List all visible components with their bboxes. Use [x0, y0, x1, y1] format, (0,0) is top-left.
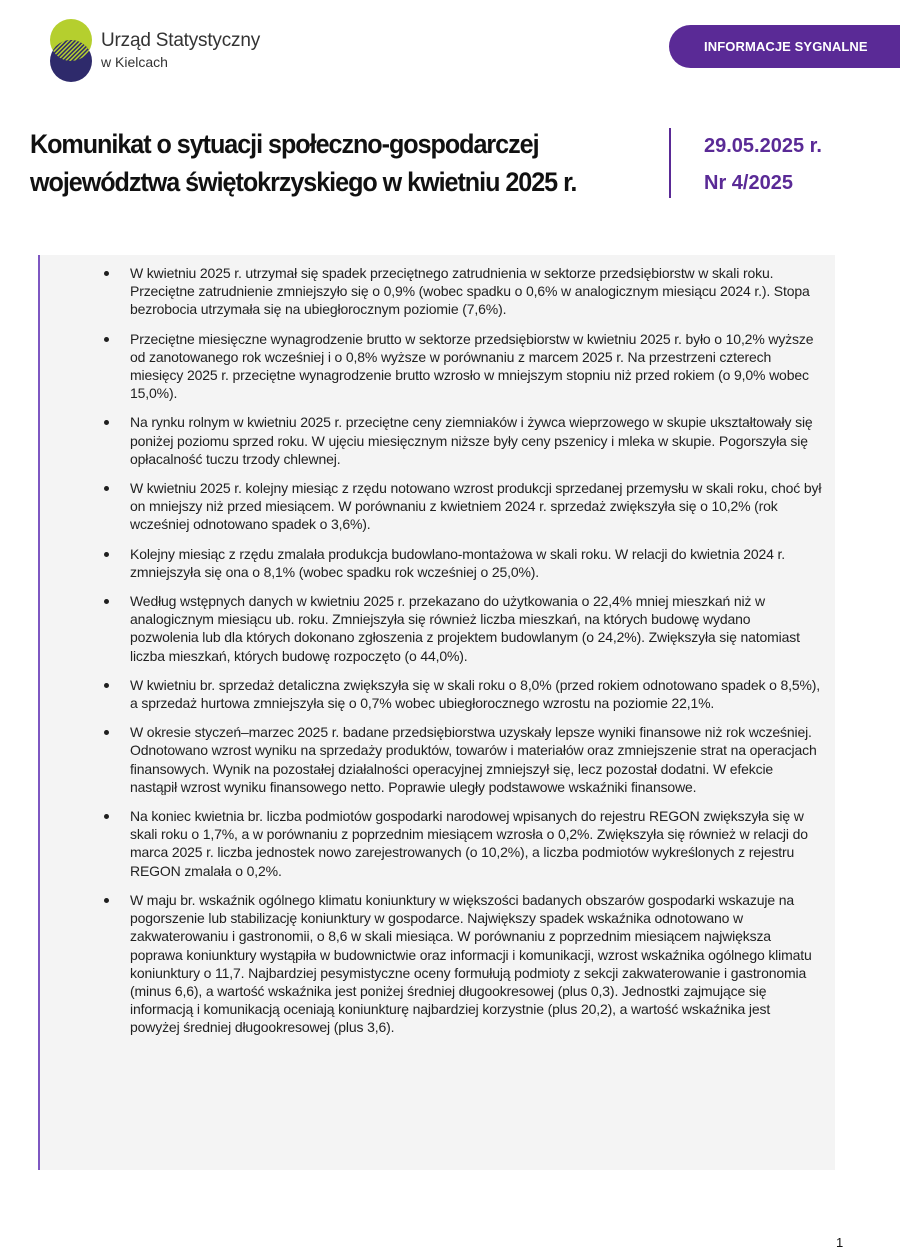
summary-bullet-construction	[92, 545, 822, 581]
bullet-icon	[104, 683, 109, 688]
bullet-icon	[104, 420, 109, 425]
page-number: 1	[836, 1235, 844, 1250]
bullet-text: Na rynku rolnym w kwietniu 2025 r. przeciętne ceny ziemniaków i żywca wieprzowego w skupie ukształtowały się poniżej poziomu sprzed roku. W ujęciu miesięcznym niższe były ceny pszenicy i mleka w skupie. Pogorszyła się opłacalność tuczu trzody chlewnej.	[130, 414, 813, 467]
bullet-text: W okresie styczeń–marzec 2025 r. badane przedsiębiorstwa uzyskały lepsze wyniki finansowe niż rok wcześniej. Odnotowano wzrost wyniku na sprzedaży produktów, towarów i materiałów oraz zmniejszenie strat na operacjach finansowych. Wynik na pozostałej działalności operacyjnej zmniejszył się, lecz pozostał dodatni. W efekcie nastąpił wzrost wyniku finansowego netto. Poprawie uległy podstawowe wskaźniki finansowe.	[130, 724, 817, 795]
bullet-text: W kwietniu 2025 r. kolejny miesiąc z rzędu notowano wzrost produkcji sprzedanej przemysłu w skali roku, choć był on mniejszy niż przed miesiącem. W porównaniu z kwietniem 2024 r. sprzedaż zwiększyła się o 10,2% (rok wcześniej odnotowano spadek o 3,6%).	[130, 480, 822, 533]
summary-bullet-regon	[92, 807, 822, 880]
summary-bullet-business-climate	[92, 891, 822, 1037]
summary-bullet-housing	[92, 592, 822, 665]
bullet-text: W kwietniu 2025 r. utrzymał się spadek przeciętnego zatrudnienia w sektorze przedsiębiorstw w skali roku. Przeciętne zatrudnienie zmniejszyło się o 0,9% (wobec spadku o 0,6% w analogicznym miesiącu 2024 r.). Stopa bezrobocia utrzymała się na ubiegłorocznym poziomie (7,6%).	[130, 265, 810, 318]
bullet-icon	[104, 898, 109, 903]
bullet-icon	[104, 552, 109, 557]
summary-bullet-list	[92, 264, 822, 1048]
publication-meta	[704, 128, 822, 202]
logo-text-city: w Kielcach	[101, 54, 168, 70]
bullet-icon	[104, 730, 109, 735]
logo-circles-icon	[48, 18, 94, 84]
summary-bullet-sales	[92, 676, 822, 712]
bullet-text: Przeciętne miesięczne wynagrodzenie brutto w sektorze przedsiębiorstw w kwietniu 2025 r. było o 10,2% wyższe od zanotowanego rok wcześniej i o 0,8% wyższe w porównaniu z marcem 2025 r. Na przestrzeni czterech miesięcy 2025 r. przeciętne wynagrodzenie brutto wzrosło w mniejszym stopniu niż przed rokiem (o 9,0% wobec 15,0%).	[130, 330, 814, 402]
summary-bullet-finances	[92, 723, 822, 796]
summary-bullet-agriculture	[92, 413, 822, 468]
publication-type-badge: INFORMACJE SYGNALNE	[669, 25, 900, 68]
bullet-icon	[104, 337, 109, 342]
bullet-icon	[104, 814, 109, 819]
logo-text-institution: Urząd Statystyczny	[101, 30, 261, 51]
bullet-text: W maju br. wskaźnik ogólnego klimatu koniunktury w większości badanych obszarów gospodarki wskazuje na pogorszenie lub stabilizację koniunktury w gospodarce. Największy spadek wskaźnika odnotowano w zakwaterowaniu i gastronomii, o 8,6 w skali miesiąca. W porównaniu z poprzednim miesiącem największa poprawa koniunktury wystąpiła w budownictwie oraz informacji i komunikacji, wzrost wskaźnika ogólnego klimatu koniunktury o 11,7. Najbardziej pesymistyczne oceny formułują podmioty z sekcji zakwaterowanie i gastronomia (minus 6,6), a wartość wskaźnika jest poniżej średniej długookresowej (plus 0,3). Jednostki zajmujące się informacją i komunikacją oceniają koniunkturę najbardziej korzystnie (plus 20,2), a wartość wskaźnika jest powyżej średniej długookresowej (plus 3,6).	[130, 891, 812, 1036]
summary-bullet-industry	[92, 479, 822, 534]
bullet-text: W kwietniu br. sprzedaż detaliczna zwiększyła się w skali roku o 8,0% (przed rokiem odnotowano spadek o 8,5%), a sprzedaż hurtowa zmniejszyła się o 0,7% wobec ubiegłorocznego wzrostu na poziomie 22,1%.	[130, 676, 821, 712]
logo	[48, 18, 288, 84]
page-title-line-2: województwa świętokrzyskiego w kwietniu 2025 r.	[30, 167, 577, 197]
bullet-icon	[104, 271, 109, 276]
summary-bullet-wages	[92, 330, 822, 403]
bullet-icon	[104, 486, 109, 491]
bullet-text: Kolejny miesiąc z rzędu zmalała produkcja budowlano-montażowa w skali roku. W relacji do kwietnia 2024 r. zmniejszyła się ona o 8,1% (wobec spadku rok wcześniej o 25,0%).	[130, 545, 786, 580]
page-title-line-1: Komunikat o sytuacji społeczno-gospodarczej	[30, 129, 539, 159]
page-title	[30, 125, 607, 201]
bullet-text: Według wstępnych danych w kwietniu 2025 r. przekazano do użytkowania o 22,4% mniej mieszkań niż w analogicznym miesiącu ub. roku. Zmniejszyła się również liczba mieszkań, na których budowę wydano pozwolenia lub dla których dokonano zgłoszenia z projektem budowlanym (o 24,2%). Zwiększyła się natomiast liczba mieszkań, których budowę rozpoczęto (o 44,0%).	[130, 593, 800, 664]
bullet-icon	[104, 599, 109, 604]
issue-number: Nr 4/2025	[704, 172, 793, 194]
summary-bullet-employment	[92, 264, 822, 319]
publication-date: 29.05.2025 r.	[704, 135, 822, 157]
header-divider	[669, 128, 671, 198]
bullet-text: Na koniec kwietnia br. liczba podmiotów gospodarki narodowej wpisanych do rejestru REGON zwiększyła się w skali roku o 1,7%, a w porównaniu z poprzednim miesiącem wzrosła o 0,2%. Zwiększyła się również w relacji do marca 2025 r. liczba jednostek nowo zarejestrowanych (o 10,2%), a liczba podmiotów wykreślonych z rejestru REGON zmalała o 0,2%.	[130, 808, 808, 879]
